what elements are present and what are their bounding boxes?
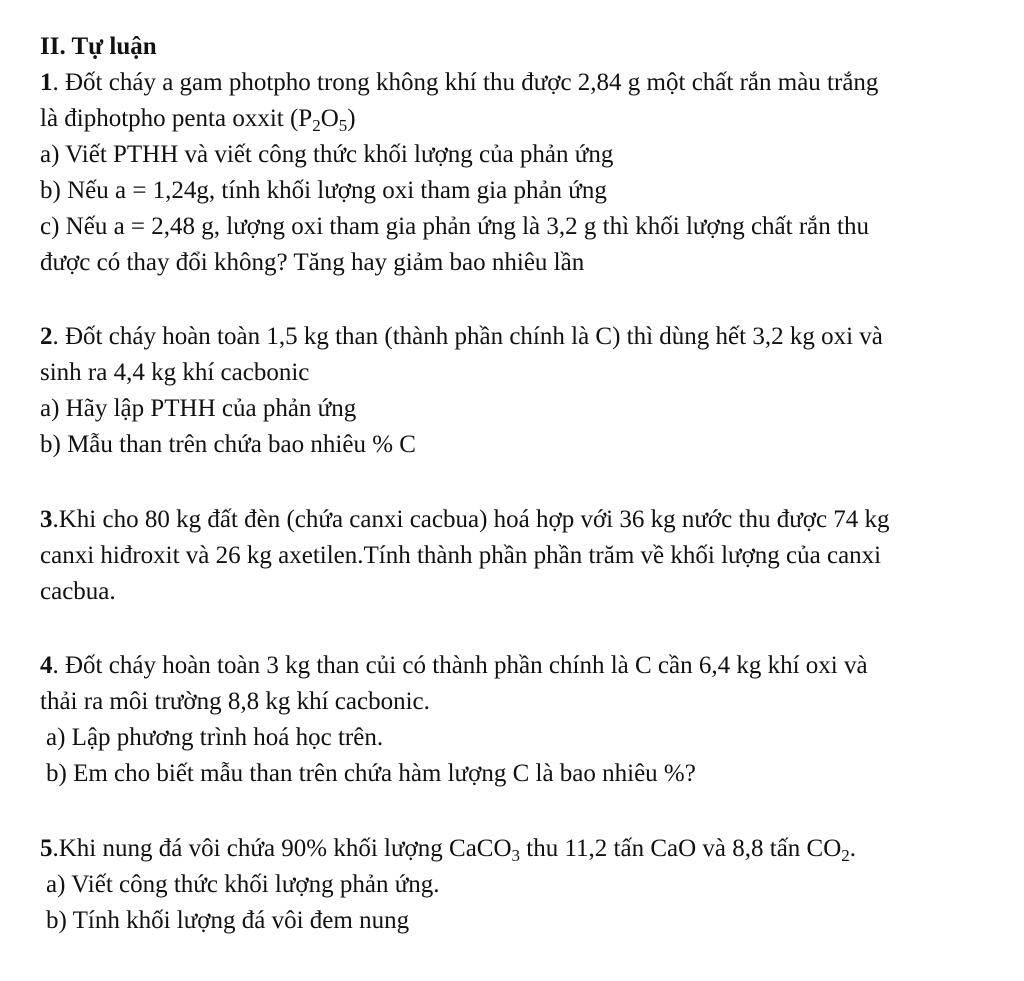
q2-number: 2: [40, 323, 53, 350]
q1-number: 1: [40, 69, 53, 96]
q2-part-b: b) Mẫu than trên chứa bao nhiêu % C: [40, 431, 416, 458]
q4-part-a: a) Lập phương trình hoá học trên.: [46, 724, 384, 751]
q1-text-2c: ): [347, 105, 356, 132]
q3-line-3: cacbua.: [40, 578, 116, 605]
q5-part-a: a) Viết công thức khối lượng phản ứng.: [46, 871, 440, 898]
q4-line-1: [40, 651, 990, 681]
q2-line-2: sinh ra 4,4 kg khí cacbonic: [40, 359, 310, 386]
q5-text-1b: thu 11,2 tấn CaO và 8,8 tấn CO: [520, 835, 842, 862]
q5-part-b: b) Tính khối lượng đá vôi đem nung: [46, 907, 410, 934]
q5-sub-2: 2: [841, 846, 850, 865]
q1-sub-1: 2: [312, 116, 321, 135]
q2-line-1: [40, 322, 990, 352]
q1-text-1: . Đốt cháy a gam photpho trong không khí thu được 2,84 g một chất rắn màu trắng: [52, 69, 879, 96]
q1-sub-2: 5: [338, 116, 348, 135]
q2-text-1: . Đốt cháy hoàn toàn 1,5 kg than (thành phần chính là C) thì dùng hết 3,2 kg oxi và: [52, 323, 883, 350]
q1-line-1: [40, 68, 990, 98]
q1-part-c-line-2: được có thay đổi không? Tăng hay giảm bao nhiêu lần: [40, 249, 585, 276]
q4-part-b: b) Em cho biết mẫu than trên chứa hàm lượng C là bao nhiêu %?: [46, 760, 696, 787]
q3-text-1: .Khi cho 80 kg đất đèn (chứa canxi cacbua) hoá hợp với 36 kg nước thu được 74 kg: [52, 506, 890, 533]
q5-line-1: [40, 834, 990, 864]
q5-text-1c: .: [849, 835, 857, 862]
q2-part-a: a) Hãy lập PTHH của phản ứng: [40, 395, 357, 422]
q1-text-2a: là điphotpho penta oxxit (P: [40, 105, 313, 132]
q4-line-2: thải ra môi trường 8,8 kg khí cacbonic.: [40, 688, 430, 715]
section-title: II. Tự luận: [40, 33, 157, 60]
q5-number: 5: [40, 835, 53, 862]
q3-number: 3: [40, 506, 53, 533]
q4-number: 4: [40, 652, 53, 679]
q1-part-a: a) Viết PTHH và viết công thức khối lượng của phản ứng: [40, 141, 614, 168]
q3-line-2: canxi hiđroxit và 26 kg axetilen.Tính thành phần phần trăm về khối lượng của canxi: [40, 542, 882, 569]
q1-part-c-line-1: c) Nếu a = 2,48 g, lượng oxi tham gia phản ứng là 3,2 g thì khối lượng chất rắn thu: [40, 213, 869, 240]
q3-line-1: [40, 505, 990, 535]
q5-text-1a: .Khi nung đá vôi chứa 90% khối lượng CaCO: [52, 835, 512, 862]
q1-line-2: [40, 104, 990, 134]
q1-part-b: b) Nếu a = 1,24g, tính khối lượng oxi tham gia phản ứng: [40, 177, 607, 204]
q5-sub-1: 3: [511, 846, 521, 865]
q1-text-2b: O: [320, 105, 339, 132]
q4-text-1: . Đốt cháy hoàn toàn 3 kg than củi có thành phần chính là C cần 6,4 kg khí oxi và: [52, 652, 868, 679]
